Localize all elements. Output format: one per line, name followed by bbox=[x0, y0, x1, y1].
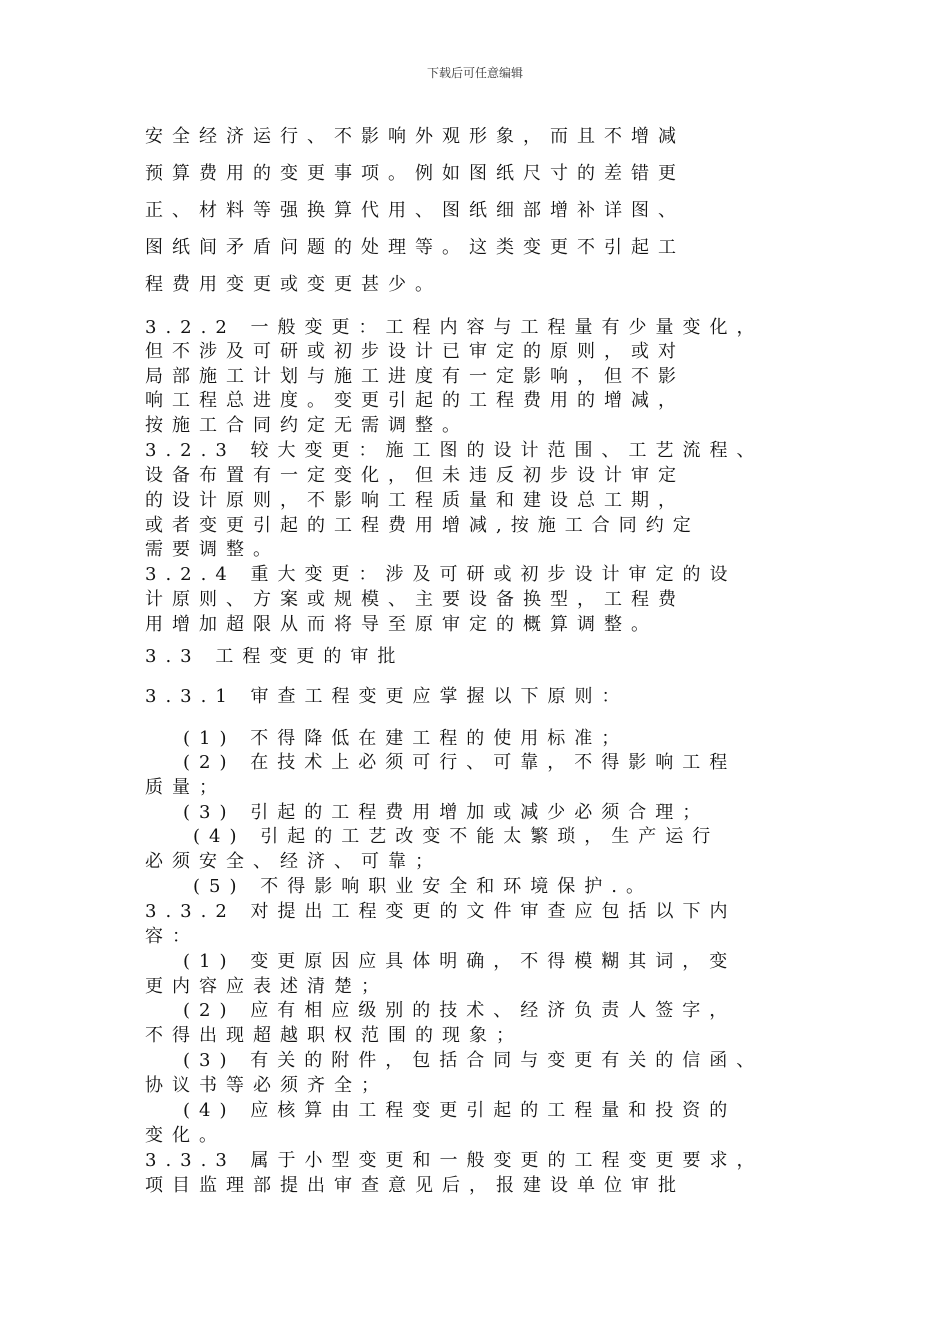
text-line: 设备布置有一定变化，但未违反初步设计审定 bbox=[145, 465, 685, 486]
text-line: 程费用变更或变更甚少。 bbox=[145, 274, 442, 295]
text-line: 的设计原则，不影响工程质量和建设总工期， bbox=[145, 490, 685, 511]
text-line: 局部施工计划与施工进度有一定影响，但不影 bbox=[145, 366, 685, 387]
list-item: (1) 变更原因应具体明确，不得模糊其词，变 bbox=[183, 951, 737, 972]
text-line: 用增加超限从而将导至原审定的概算调整。 bbox=[145, 614, 658, 635]
text-line: 但不涉及可研或初步设计已审定的原则，或对 bbox=[145, 341, 685, 362]
list-item: (3) 引起的工程费用增加或减少必须合理； bbox=[183, 802, 710, 823]
section-3-3-1: 3.3.1 审查工程变更应掌握以下原则： bbox=[145, 686, 629, 707]
section-3-3-heading: 3.3 工程变更的审批 bbox=[145, 646, 405, 667]
text-line: 变化。 bbox=[145, 1125, 226, 1146]
section-3-3-2: 3.3.2 对提出工程变更的文件审查应包括以下内 bbox=[145, 901, 737, 922]
section-3-3-3: 3.3.3 属于小型变更和一般变更的工程变更要求， bbox=[145, 1150, 764, 1171]
text-line: 正、材料等强换算代用、图纸细部增补详图、 bbox=[145, 200, 685, 221]
list-item: (2) 在技术上必须可行、可靠，不得影响工程 bbox=[183, 752, 737, 773]
section-3-2-3: 3.2.3 较大变更：施工图的设计范围、工艺流程、 bbox=[145, 440, 764, 461]
text-line: 质量； bbox=[145, 777, 226, 798]
text-line: 计原则、方案或规模、主要设备换型，工程费 bbox=[145, 589, 685, 610]
list-item: (4) 引起的工艺改变不能太繁琐，生产运行 bbox=[193, 826, 720, 847]
text-line: 项目监理部提出审查意见后，报建设单位审批 bbox=[145, 1175, 685, 1196]
text-line: 预算费用的变更事项。例如图纸尺寸的差错更 bbox=[145, 163, 685, 184]
text-line: 安全经济运行、不影响外观形象，而且不增减 bbox=[145, 126, 685, 147]
text-line: 必须安全、经济、可靠； bbox=[145, 851, 442, 872]
list-item: (1) 不得降低在建工程的使用标准； bbox=[183, 728, 629, 749]
text-line: 图纸间矛盾问题的处理等。这类变更不引起工 bbox=[145, 237, 685, 258]
list-item: (2) 应有相应级别的技术、经济负责人签字， bbox=[183, 1000, 737, 1021]
list-item: (4) 应核算由工程变更引起的工程量和投资的 bbox=[183, 1100, 737, 1121]
list-item: (5) 不得影响职业安全和环境保护.。 bbox=[193, 876, 653, 897]
text-line: 更内容应表述清楚； bbox=[145, 976, 388, 997]
text-line: 需要调整。 bbox=[145, 539, 280, 560]
text-line: 响工程总进度。变更引起的工程费用的增减， bbox=[145, 390, 685, 411]
section-3-2-2: 3.2.2 一般变更：工程内容与工程量有少量变化， bbox=[145, 317, 764, 338]
text-line: 不得出现超越职权范围的现象； bbox=[145, 1025, 523, 1046]
section-3-2-4: 3.2.4 重大变更：涉及可研或初步设计审定的设 bbox=[145, 564, 737, 585]
list-item: (3) 有关的附件，包括合同与变更有关的信函、 bbox=[183, 1050, 764, 1071]
text-line: 按施工合同约定无需调整。 bbox=[145, 415, 469, 436]
text-line: 或者变更引起的工程费用增减,按施工合同约定 bbox=[145, 515, 700, 536]
page-header: 下载后可任意编辑 bbox=[426, 66, 523, 80]
text-line: 容： bbox=[145, 926, 199, 947]
text-line: 协议书等必须齐全； bbox=[145, 1075, 388, 1096]
